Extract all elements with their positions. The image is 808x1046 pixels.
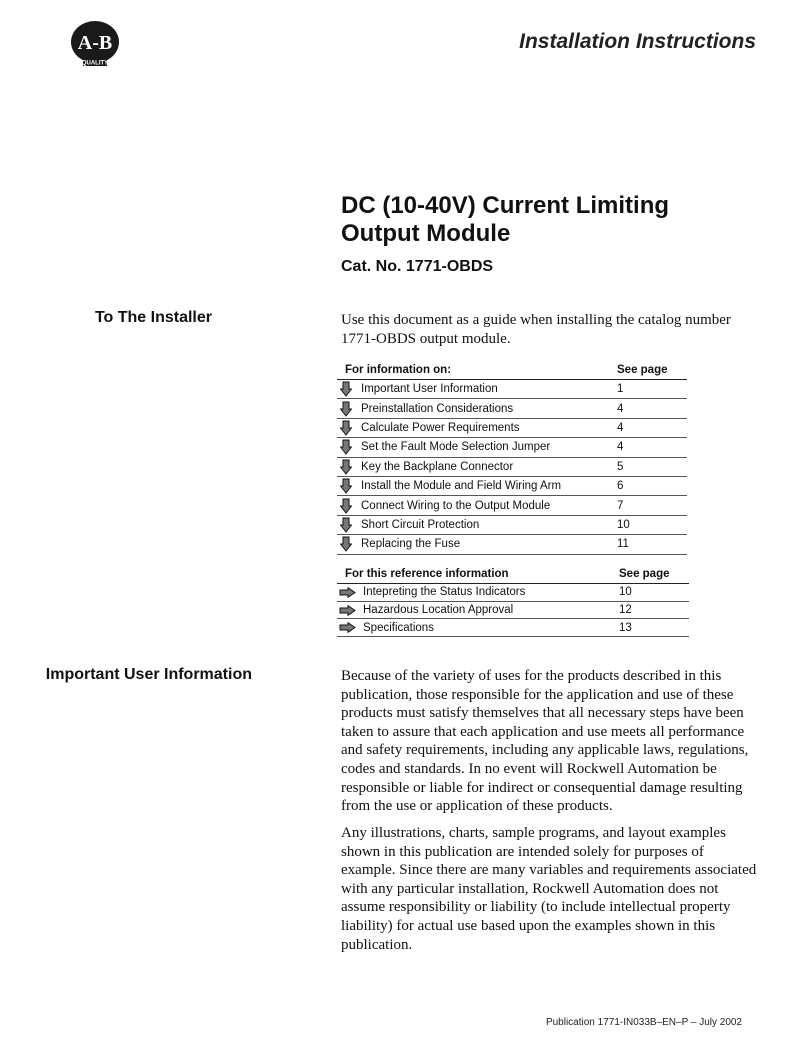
arrow-right-icon	[337, 584, 357, 600]
arrow-right-icon	[337, 602, 357, 618]
row-page-number: 5	[617, 460, 624, 473]
arrow-down-icon	[337, 478, 355, 494]
row-label: Short Circuit Protection	[361, 518, 480, 531]
section-heading-installer: To The Installer	[94, 309, 212, 326]
arrow-down-icon	[337, 401, 355, 417]
arrow-down-icon	[337, 517, 355, 533]
reference-table-header	[337, 567, 689, 584]
row-page-number: 6	[617, 480, 624, 493]
reference-table	[337, 567, 689, 637]
publication-footer: Publication 1771-IN033B–EN–P – July 2002	[545, 1017, 742, 1028]
row-label: Specifications	[363, 621, 434, 634]
arrow-down-icon	[337, 536, 355, 552]
row-label: Connect Wiring to the Output Module	[361, 499, 551, 512]
logo-tagline: QUALITY	[81, 60, 109, 67]
table-row[interactable]	[337, 535, 687, 554]
table-row[interactable]	[337, 438, 687, 457]
important-paragraph-2: Any illustrations, charts, sample programs, and layout examples shown in this publication are intended solely for purposes of example. Since there are many variables and requirements associated with any particular installation, Rockwell Automation does not assume responsibility or liability (to include intellectual property liability) for actual use based upon the examples shown in this publication.	[341, 825, 757, 953]
row-page-number: 13	[619, 621, 632, 634]
important-paragraph-1: Because of the variety of uses for the products described in this publication, those responsible for the application and use of these products must satisfy themselves that all necessary steps have been taken to assure that each application and use meets all performance and safety requirements, including any applicable laws, regulations, codes and standards. In no event will Rockwell Automation be responsible or liable for indirect or consequential damage resulting from the use or application of these products.	[341, 668, 749, 815]
row-page-number: 4	[617, 402, 624, 415]
table-row[interactable]	[337, 458, 687, 477]
table-row[interactable]	[337, 419, 687, 438]
row-page-number: 11	[617, 538, 629, 551]
row-label: Hazardous Location Approval	[363, 604, 514, 617]
arrow-down-icon	[337, 420, 355, 436]
reference-header-page: See page	[619, 568, 670, 580]
arrow-right-icon	[337, 620, 357, 636]
arrow-down-icon	[337, 498, 355, 514]
arrow-down-icon	[337, 439, 355, 455]
table-row[interactable]	[337, 380, 687, 399]
row-label: Set the Fault Mode Selection Jumper	[361, 441, 551, 454]
row-page-number: 10	[617, 518, 630, 531]
page-title-line1: DC (10-40V) Current Limiting	[341, 192, 670, 219]
table-row[interactable]	[337, 496, 687, 515]
row-page-number: 10	[619, 586, 632, 599]
page-title-line2: Output Module	[341, 220, 511, 247]
row-label: Key the Backplane Connector	[361, 460, 514, 473]
document-type-title: Installation Instructions	[519, 30, 756, 53]
installer-intro-text: Use this document as a guide when installing the catalog number 1771-OBDS output module.	[341, 312, 731, 347]
row-label: Intepreting the Status Indicators	[363, 586, 526, 599]
logo-mark: A-B	[77, 32, 113, 54]
table-row[interactable]	[337, 619, 689, 637]
table-row[interactable]	[337, 584, 689, 602]
row-label: Important User Information	[361, 383, 498, 396]
row-page-number: 4	[617, 421, 624, 434]
table-row[interactable]	[337, 516, 687, 535]
catalog-number: Cat. No. 1771-OBDS	[341, 258, 494, 275]
section-heading-important: Important User Information	[45, 666, 252, 683]
row-page-number: 4	[617, 441, 624, 454]
allen-bradley-logo	[70, 20, 120, 68]
row-label: Replacing the Fuse	[361, 538, 461, 551]
reference-header-label: For this reference information	[345, 568, 509, 580]
arrow-down-icon	[337, 381, 355, 397]
page-title	[341, 192, 669, 248]
table-row[interactable]	[337, 477, 687, 496]
row-page-number: 1	[617, 383, 624, 396]
contents-table-header	[337, 363, 687, 380]
row-label: Calculate Power Requirements	[361, 421, 520, 434]
table-row[interactable]	[337, 602, 689, 620]
row-page-number: 12	[619, 604, 632, 617]
row-label: Install the Module and Field Wiring Arm	[361, 480, 562, 493]
contents-header-page: See page	[617, 364, 668, 376]
row-page-number: 7	[617, 499, 624, 512]
contents-table	[337, 363, 687, 555]
arrow-down-icon	[337, 459, 355, 475]
contents-header-label: For information on:	[345, 364, 452, 376]
row-label: Preinstallation Considerations	[361, 402, 514, 415]
table-row[interactable]	[337, 399, 687, 418]
